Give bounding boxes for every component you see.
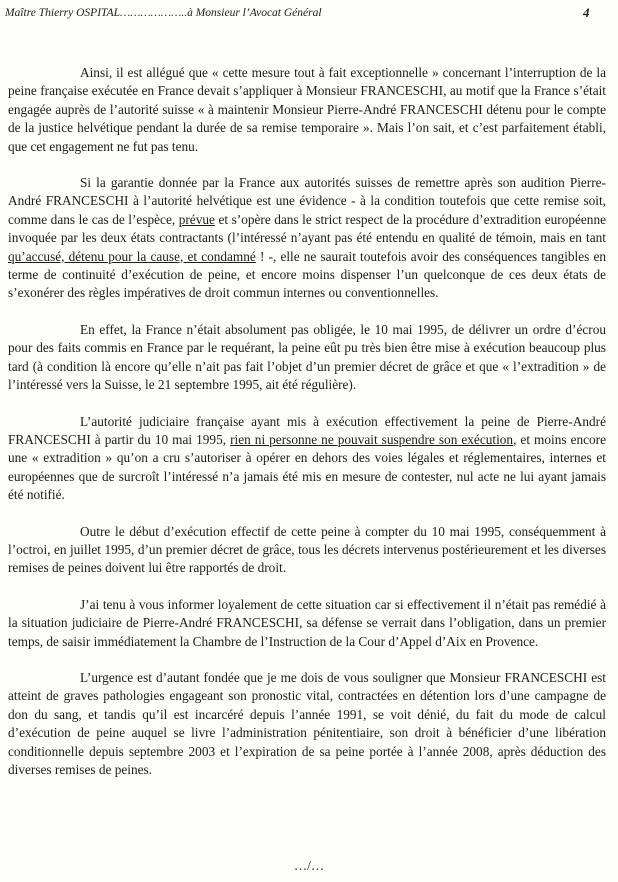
paragraph-2-underlined-prevue: prévue <box>178 211 215 227</box>
paragraph-4-underlined-phrase: rien ni personne ne pouvait suspendre son exécution <box>230 431 514 447</box>
paragraph-3: En effet, la France n’était absolument pas obligée, le 10 mai 1995, de délivrer un ordre d’écrou pour des faits commis en France par le requérant, la peine eût pu très bien être mise à exécution beaucoup plus tard (à condition là encore qu’elle n’ait pas fait l’objet d’un premier décret de grâce et que « l’extradition » de l’intéressé vers la Suisse, le 21 septembre 1995, ait été régulière). <box>8 321 606 393</box>
paragraph-7: L’urgence est d’autant fondée que je me dois de vous souligner que Monsieur FRANCESCHI est atteint de graves pathologies engageant son pronostic vital, contractées en détention lors d’une campagne de don du sang, et tandis qu’il est incarcéré depuis l’année 1991, se voit dénié, du fait du mode de calcul d’exécution de peine auquel se livre l’administration pénitentiaire, son droit à bénéficier d’une libération conditionnelle depuis septembre 2003 et l’expiration de sa peine portée à l’année 2008, après déduction des diverses remises de peines. <box>8 669 606 777</box>
page-header <box>5 3 613 25</box>
page-number: 4 <box>583 5 590 20</box>
paragraph-2 <box>8 174 606 303</box>
paragraph-4 <box>8 413 606 505</box>
continuation-mark: …/… <box>293 858 325 873</box>
paragraph-2-text-c: ! -, elle ne saurait toutefois avoir des conséquences tangibles en terme de continuité d’exécution de peine, et encore moins dispenser l’un quelconque de ces deux états de s’exonérer des règles impératives de droit commun internes ou conventionnelles. <box>8 248 606 301</box>
paragraph-2-text-a: Si la garantie donnée par la France aux autorités suisses de remettre après son audition Pierre-André FRANCESCHI à l’autorité helvétique est une évidence - à la condition toutefois que cette remise soit, comme dans le cas de l’espèce, <box>8 175 606 227</box>
paragraph-2-underlined-accuse: qu’accusé, détenu pour la cause, et condamné <box>8 248 256 264</box>
header-sender-recipient: Maître Thierry OSPITAL………………..à Monsieur l’Avocat Général <box>5 7 322 19</box>
paragraph-2-text-b: et s’opère dans le strict respect de la procédure d’extradition européenne invoquée par les deux états contractants (l’intéressé n’ayant pas été entendu en qualité de témoin, mais en tant <box>8 211 606 246</box>
letter-body <box>8 64 606 795</box>
paragraph-5: Outre le début d’exécution effectif de cette peine à compter du 10 mai 1995, conséquemment à l’octroi, en juillet 1995, d’un premier décret de grâce, tous les décrets intervenus postérieurement et les diverses remises de peines doivent lui être rapportés de droit. <box>8 523 606 576</box>
paragraph-1: Ainsi, il est allégué que « cette mesure tout à fait exceptionnelle » concernant l’interruption de la peine française exécutée en France devait s’appliquer à Monsieur FRANCESCHI, au motif que la France s’était engagée auprès de l’autorité suisse « à maintenir Monsieur Pierre-André FRANCESCHI détenu pour le compte de la justice helvétique pendant la durée de sa remise temporaire ». Mais l’on sait, et c’est parfaitement établi, que cet engagement ne fut pas tenu. <box>8 65 606 154</box>
paragraph-6: J’ai tenu à vous informer loyalement de cette situation car si effectivement il n’était pas remédié à la situation judiciaire de Pierre-André FRANCESCHI, sa défense se verrait dans l’obligation, dans un premier temps, de saisir immédiatement la Chambre de l’Instruction de la Cour d’Appel d’Aix en Provence. <box>8 596 606 649</box>
paragraph-4-text-a: L’autorité judiciaire française ayant mis à exécution effectivement la peine de Pierre-André FRANCESCHI à partir du 10 mai 1995, <box>8 413 606 447</box>
paragraph-4-text-b: , et moins encore une « extradition » qu’on a cru s’autoriser à opérer en dehors des voies légales et réglementaires, internes et européennes que de surcroît l’intéressé n’a jamais été mis en mesure de contester, nul acte ne lui ayant jamais été notifié. <box>8 431 606 503</box>
